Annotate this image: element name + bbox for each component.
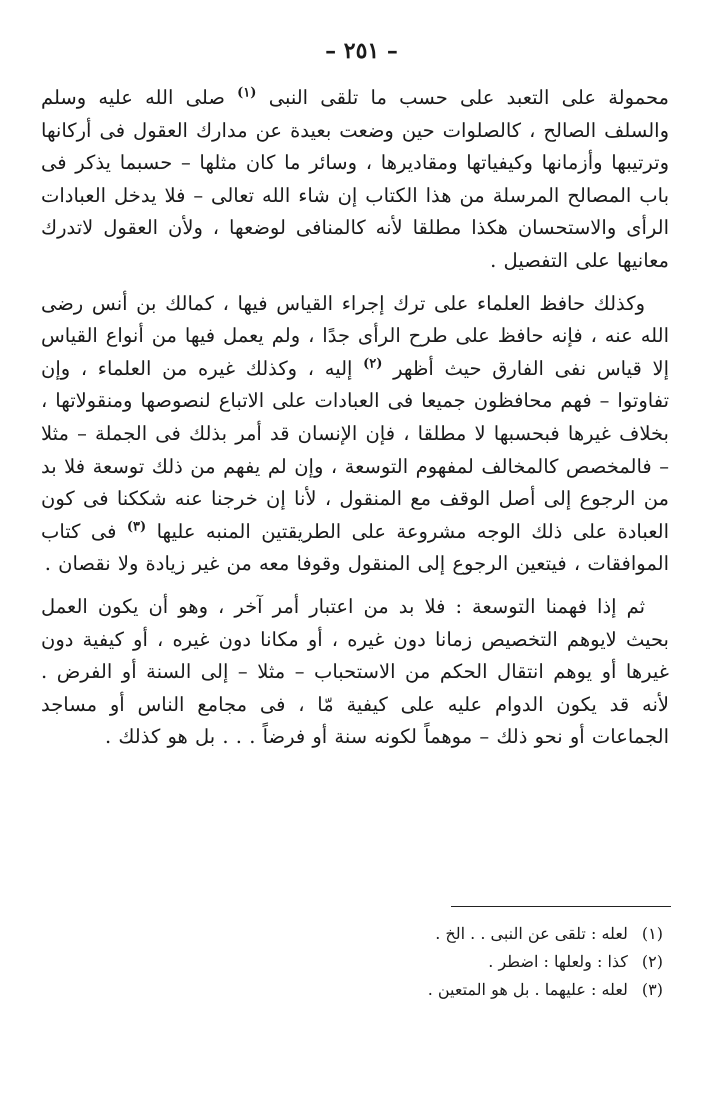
paragraph-1-text-b: صلى الله عليه وسلم والسلف الصالح ، كالصلوات حين وضعت بعيدة عن مدارك العقول فى أركانها وترتيبها وأزمانها وكيفياتها ومقاديرها ، وسائر ما كان مثلها – حسبما يذكر فى باب المصالح المرسلة من هذا الكتاب إن شاء الله تعالى – فلا يدخل العبادات الرأى والاستحسان هكذا مطلقا لأنه كالمنافى لوضعها ، ولأن العقول لاتدرك معانيها على التفصيل . [41, 86, 669, 272]
paragraph-2-text-a: وكذلك حافظ العلماء على ترك إجراء القياس فيها ، كمالك بن أنس رضى الله عنه ، فإنه حافظ على طرح الرأى جدًا ، ولم يعمل فيها من أنواع القياس إلا قياس نفى الفارق حيث أظهر [41, 291, 670, 380]
footnote-2-text: كذا : ولعلها : اضطر . [488, 952, 628, 971]
paragraph-1-text-a: محمولة على التعبد على حسب ما تلقى النبى [268, 86, 669, 109]
paragraph-2-text-b: إليه ، وكذلك غيره من العلماء ، وإن تفاوتوا – فهم محافظون جميعا فى العبادات على الاتباع لنصوصها ومنقولاتها ، بخلاف غيرها فبحسبها لا مطلقا ، فإن الإنسان قد أمر بذلك فى الجملة – مثلا – فالمخصص كالمخالف لمفهوم التوسعة ، وإن لم يفهم من ذلك توسعة فلا بد من الرجوع إلى أصل الوقف مع المنقول ، لأنا إن خرجنا عنه شككنا فى كون العبادة على ذلك الوجه مشروعة على الطريقتين المنبه عليها [41, 356, 670, 543]
footnote-3-number: (٣) [641, 980, 663, 999]
footnotes [63, 920, 663, 1004]
footnote-mark-1[interactable]: (١) [237, 85, 257, 101]
page-number: – ٢٥١ – [325, 38, 398, 64]
footnote-3-text: لعله : عليهما . بل هو المتعين . [427, 980, 628, 999]
paragraph-2-text-c: فى كتاب الموافقات ، فيتعين الرجوع إلى المنقول وقوفا معه من غير زيادة ولا نقصان . [41, 519, 669, 576]
paragraph-3: ثم إذا فهمنا التوسعة : فلا بد من اعتبار أمر آخر ، وهو أن يكون العمل بحيث لايوهم التخصيص زمانا دون غيره ، أو مكانا دون غيره ، أو كيفية دون غيرها أو يوهم انتقال الحكم من الاستحباب – مثلا – إلى السنة أو الفرض . لأنه قد يكون الدوام عليه على كيفية مّا ، فى مجامع الناس أو مساجد الجماعات أو نحو ذلك – موهماً لكونه سنة أو فرضاً . . . بل هو كذلك . [41, 594, 669, 749]
footnote-divider [451, 906, 671, 907]
main-text [41, 82, 669, 764]
footnote-3 [63, 976, 663, 1004]
footnote-1-number: (١) [641, 924, 663, 943]
footnote-mark-3[interactable]: (٣) [126, 519, 147, 535]
footnote-2 [63, 948, 663, 976]
footnote-mark-2[interactable]: (٢) [363, 356, 383, 372]
paragraph-2 [41, 288, 669, 581]
paragraph-1 [41, 82, 669, 278]
footnote-1-text: لعله : تلقى عن النبى . . الخ . [435, 924, 628, 943]
footnote-2-number: (٢) [641, 952, 663, 971]
footnote-1 [63, 920, 663, 948]
